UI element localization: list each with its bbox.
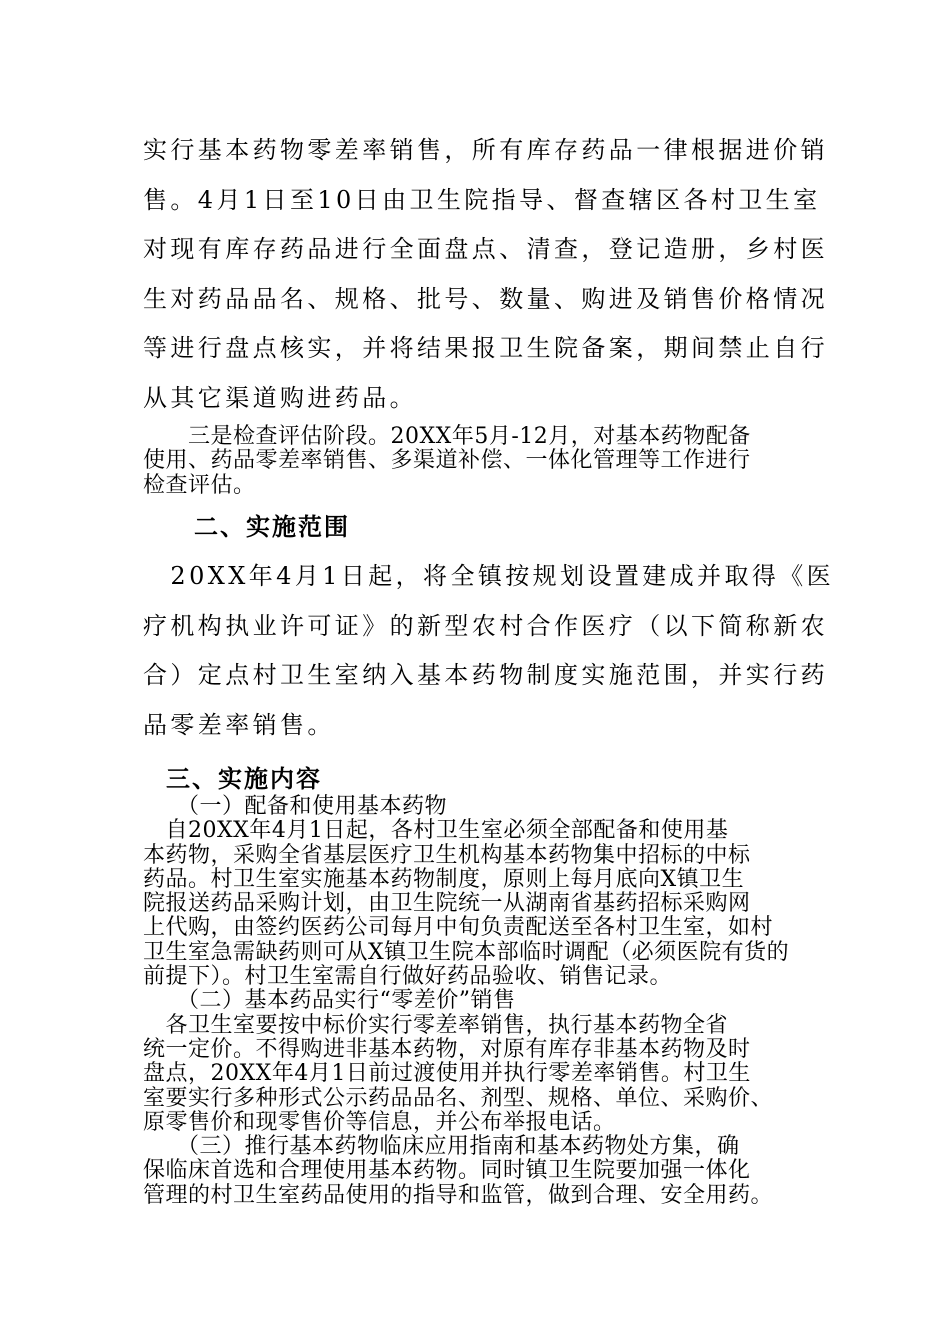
text-line: 生对药品品名、规格、批号、数量、购进及销售价格情况 — [143, 284, 828, 313]
text-line: 对现有库存药品进行全面盘点、清查，登记造册，乡村医 — [143, 235, 828, 264]
text-line: （三）推行基本药物临床应用指南和基本药物处方集，确 — [143, 1134, 740, 1160]
text-line: 盘点，20XX年4月1日前过渡使用并执行零差率销售。村卫生 — [143, 1061, 751, 1087]
text-line: 等进行盘点核实，并将结果报卫生院备案，期间禁止自行 — [143, 334, 828, 363]
text-line: 院报送药品采购计划，由卫生院统一从湖南省基药招标采购网 — [143, 891, 751, 917]
text-line: 售。4月1日至10日由卫生院指导、督查辖区各村卫生室 — [143, 185, 821, 214]
text-line: 实行基本药物零差率销售，所有库存药品一律根据进价销 — [143, 136, 828, 164]
subheading-essential-drugs: （一）配备和使用基本药物 — [177, 794, 448, 819]
section-content-body — [143, 795, 823, 1208]
text-line: 本药物，采购全省基层医疗卫生机构基本药物集中招标的中标 — [143, 842, 751, 868]
text-line: 从其它渠道购进药品。 — [143, 383, 417, 412]
text-line: 疗机构执业许可证》的新型农村合作医疗（以下简称新农 — [143, 611, 828, 640]
text-line: 各卫生室要按中标价实行零差率销售，执行基本药物全省 — [143, 1012, 729, 1038]
heading-content: 三、实施内容 — [166, 765, 322, 793]
text-line: 自20XX年4月1日起，各村卫生室必须全部配备和使用基 — [143, 818, 729, 844]
text-line: 合）定点村卫生室纳入基本药物制度实施范围，并实行药 — [143, 661, 828, 690]
text-line: 原零售价和现零售价等信息，并公布举报电话。 — [143, 1109, 616, 1135]
text-line: 使用、药品零差率销售、多渠道补偿、一体化管理等工作进行 — [143, 448, 751, 474]
paragraph-scope — [143, 552, 835, 750]
heading-scope: 二、实施范围 — [194, 513, 350, 541]
text-line: 检查评估。 — [143, 472, 256, 498]
text-line: 统一定价。不得购进非基本药物，对原有库存非基本药物及时 — [143, 1036, 751, 1062]
text-line: 室要实行多种形式公示药品品名、剂型、规格、单位、采购价、 — [143, 1085, 774, 1111]
subheading-zero-markup: （二）基本药品实行“零差价”销售 — [177, 988, 516, 1014]
paragraph-inventory — [143, 126, 828, 424]
text-line: 药品。村卫生室实施基本药物制度，原则上每月底向X镇卫生 — [143, 866, 745, 892]
paragraph-inspection-stage — [143, 425, 823, 498]
text-line: 20XX年4月1日起，将全镇按规划设置建成并取得《医 — [143, 562, 835, 590]
text-line: 卫生室急需缺药则可从X镇卫生院本部临时调配（必须医院有货的 — [143, 939, 790, 965]
text-line: 保临床首选和合理使用基本药物。同时镇卫生院要加强一体化 — [143, 1158, 751, 1184]
text-line: 上代购，由签约医药公司每月中旬负责配送至各村卫生室，如村 — [143, 915, 774, 941]
text-line: 三是检查评估阶段。20XX年5月-12月，对基本药物配备 — [143, 424, 751, 449]
text-line: 品零差率销售。 — [143, 710, 335, 739]
text-line: 管理的村卫生室药品使用的指导和监管，做到合理、安全用药。 — [143, 1182, 774, 1208]
text-line: 前提下）。村卫生室需自行做好药品验收、销售记录。 — [143, 964, 673, 990]
